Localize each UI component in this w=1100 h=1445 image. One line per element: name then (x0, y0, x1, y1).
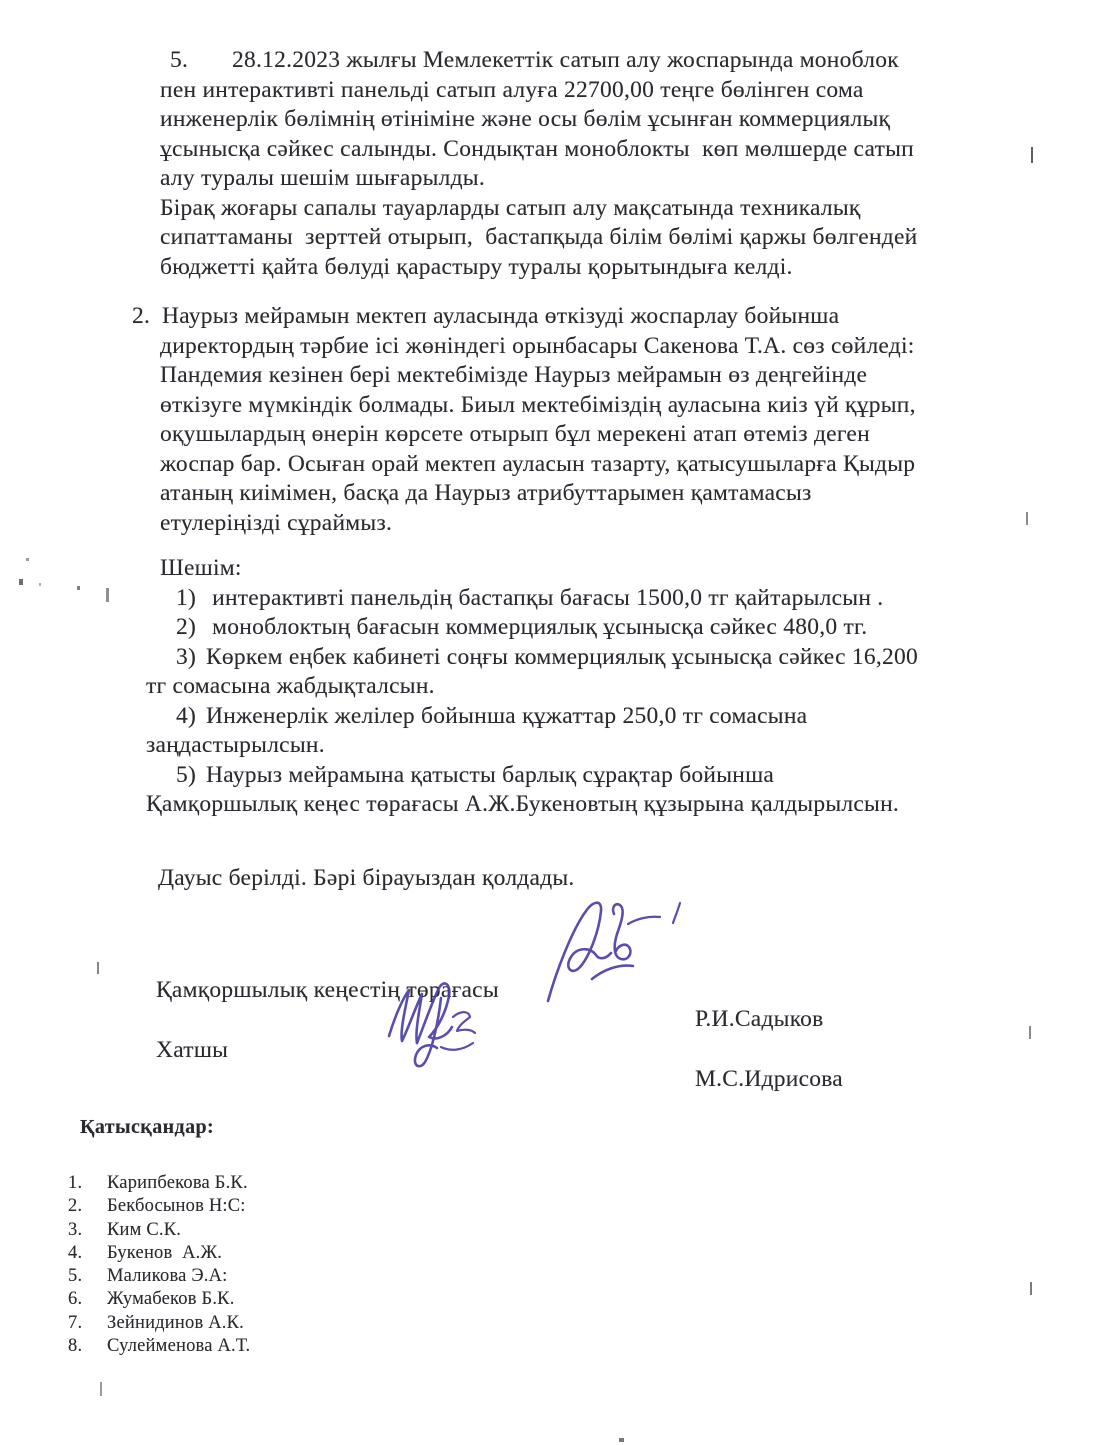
text-line: инженерлік бөлімнің өтініміне және осы бөлім ұсынған коммерциялық (160, 106, 891, 132)
participant-row (68, 1195, 250, 1218)
agenda-item-2 (132, 302, 1065, 538)
scan-artifact (1026, 512, 1028, 525)
item-body-lines (160, 332, 1065, 539)
item-first-line-text: 28.12.2023 жылғы Мемлекеттік сатып алу жоспарында моноблок (232, 47, 899, 73)
decision-item-label: 1) (176, 584, 197, 611)
scan-artifact (26, 558, 29, 561)
agenda-item-5 (160, 46, 1065, 282)
text-line: етулеріңізді сұраймыз. (160, 509, 393, 536)
scan-artifact (1030, 1282, 1032, 1295)
document-body (132, 46, 1065, 820)
decision-item (146, 761, 1065, 820)
signature-row-chairman (0, 946, 1100, 1032)
text-line: ұсынысқа сәйкес салынды. Сондықтан моноблокты көп мөлшерде сатып (160, 135, 914, 162)
participant-name: Букенов А.Ж. (107, 1242, 223, 1263)
item-number: 5. (170, 47, 189, 73)
text-line: бюджетті қайта бөлуді қарастыру туралы қорытындыға келді. (160, 253, 793, 280)
decision-item-first-line (160, 761, 1065, 791)
participant-name: Жумабеков Б.К. (107, 1289, 235, 1310)
participants-list (68, 1172, 250, 1358)
signature-row-secretary (0, 1006, 1100, 1092)
scan-artifact (1031, 147, 1033, 163)
decision-item (160, 584, 1065, 614)
decision-item-first-line (160, 702, 1065, 732)
decision-item (146, 643, 1065, 702)
decision-item-cont-lines (146, 672, 1065, 702)
participant-number: 6. (68, 1289, 83, 1310)
decision-item-label: 2) (176, 614, 197, 640)
participant-number: 7. (68, 1312, 83, 1333)
scan-artifact (106, 588, 109, 602)
text-line: сипаттаманы зерттей отырып, бастапқыда білім бөлімі қаржы бөлгендей (160, 224, 918, 250)
participant-row (68, 1242, 250, 1265)
decision-item-label: 5) (176, 761, 197, 788)
text-line: өткізуге мүмкіндік болмады. Биыл мектебіміздің ауласына киіз үй құрып, (160, 391, 916, 418)
participant-row (68, 1219, 250, 1242)
participant-name: Карипбекова Б.К. (107, 1173, 248, 1193)
decision-item-text: моноблоктың бағасын коммерциялық ұсынысқа сәйкес 480,0 тг. (206, 614, 868, 640)
signature-name: М.С.Идрисова (695, 1066, 843, 1092)
text-line: Пандемия кезінен бері мектебімізде Наурыз мейрамын өз деңгейінде (160, 362, 868, 388)
vote-result-line: Дауыс берілді. Бәрі бірауыздан қолдады. (158, 865, 575, 891)
scan-artifact (97, 962, 99, 974)
decision-item (160, 613, 1065, 643)
signature-role-label: Қамқоршылық кеңестің төрағасы (156, 976, 499, 1003)
scan-artifact (39, 583, 41, 586)
item-first-line-text: Наурыз мейрамын мектеп ауласында өткізуді жоспарлау бойынша (162, 303, 840, 329)
item-first-line (160, 46, 1065, 76)
participant-name: Ким С.К. (107, 1219, 182, 1240)
scan-artifact (19, 579, 23, 585)
text-line: атаның киімімен, басқа да Наурыз атрибуттарымен қамтамасыз (160, 480, 812, 506)
decision-item-text: Инженерлік желілер бойынша құжаттар 250,0 тг сомасына (206, 702, 808, 729)
decision-item-text: Көркем еңбек кабинеті соңғы коммерциялық ұсынысқа сәйкес 16,200 (206, 643, 918, 670)
scan-artifact (77, 586, 80, 590)
signature-name: Р.И.Садыков (695, 1006, 824, 1032)
participant-number: 5. (68, 1266, 83, 1287)
decision-cont-line: Қамқоршылық кеңес төрағасы А.Ж.Букеновтың құзырына қалдырылсын. (146, 791, 900, 817)
decision-heading: Шешім: (160, 555, 242, 581)
decision-cont-line: тг сомасына жабдықталсын. (146, 673, 435, 699)
participant-name: Маликова Э.А: (107, 1266, 228, 1287)
text-line: оқушылардың өнерін көрсете отырып бұл мерекені атап өтеміз деген (160, 421, 870, 447)
decision-cont-line: заңдастырылсын. (146, 732, 325, 758)
participant-row (68, 1312, 250, 1335)
participant-name: Зейнидинов А.К. (107, 1312, 244, 1333)
text-line: Бірақ жоғары сапалы тауарларды сатып алу мақсатында техникалық (160, 194, 861, 221)
decision-item-text: Наурыз мейрамына қатысты барлық сұрақтар бойынша (206, 761, 775, 788)
decision-item-label: 4) (176, 702, 197, 729)
participant-row (68, 1288, 250, 1311)
item-number: 2. (132, 303, 151, 329)
participants-heading: Қатысқандар: (80, 1116, 215, 1138)
decision-list (146, 584, 1065, 820)
scan-artifact (1029, 1026, 1031, 1039)
participant-number: 2. (68, 1196, 83, 1217)
participant-row (68, 1172, 250, 1195)
text-line: пен интерактивті панельді сатып алуға 22700,00 теңге бөлінген сома (160, 76, 864, 103)
scan-artifact (619, 1438, 624, 1442)
participant-name: Сулейменова А.Т. (107, 1336, 251, 1357)
decision-item (146, 702, 1065, 761)
decision-item-cont-lines (146, 731, 1065, 761)
participant-number: 1. (68, 1173, 83, 1193)
text-line: жоспар бар. Осыған орай мектеп ауласын тазарту, қатысушыларға Қыдыр (160, 450, 916, 477)
decision-item-cont-lines (146, 790, 1065, 820)
decision-item-first-line (160, 613, 1065, 643)
scan-artifact (100, 1382, 102, 1396)
text-line: алу туралы шешім шығарылды. (160, 165, 485, 191)
decision-section (146, 554, 1065, 820)
decision-item-label: 3) (176, 643, 197, 670)
participant-number: 8. (68, 1336, 83, 1357)
participant-name: Бекбосынов Н:С: (107, 1196, 246, 1217)
participant-row (68, 1265, 250, 1288)
participant-row (68, 1335, 250, 1358)
signature-role-label: Хатшы (156, 1036, 229, 1063)
item-first-line (132, 302, 1065, 332)
decision-item-first-line (160, 643, 1065, 673)
decision-item-text: интерактивті панельдің бастапқы бағасы 1500,0 тг қайтарылсын . (206, 584, 884, 611)
text-line: директордың тәрбие ісі жөніндегі орынбасары Сакенова Т.А. сөз сөйледі: (160, 332, 915, 359)
participant-number: 4. (68, 1242, 83, 1263)
decision-item-first-line (160, 584, 1065, 614)
participant-number: 3. (68, 1219, 83, 1240)
item-body-lines (160, 76, 1065, 283)
